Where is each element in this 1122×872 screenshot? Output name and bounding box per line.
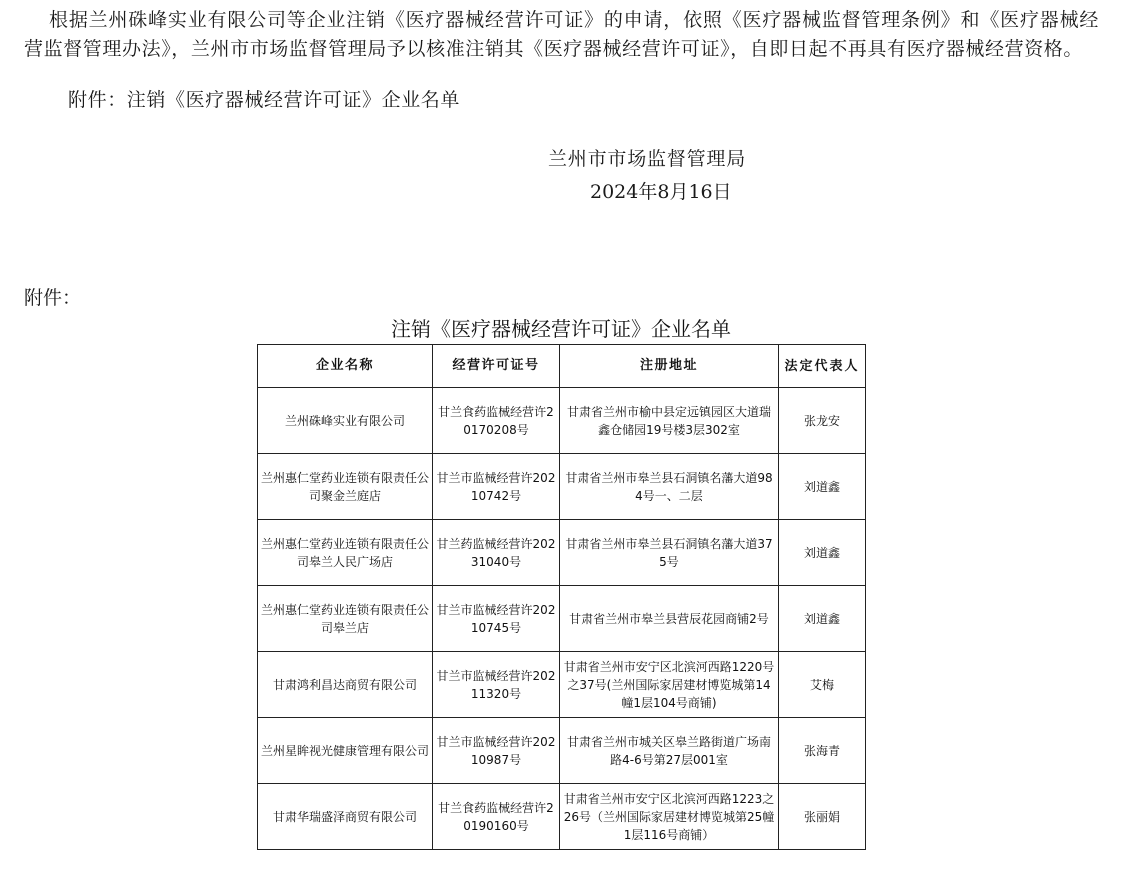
table-row — [258, 520, 866, 586]
cell-registered-address: 甘肃省兰州市安宁区北滨河西路1220号之37号(兰州国际家居建材博览城第14幢1层104号商铺) — [560, 652, 779, 718]
cell-registered-address: 甘肃省兰州市皋兰县营辰花园商铺2号 — [560, 586, 779, 652]
cell-legal-representative: 刘道鑫 — [779, 520, 866, 586]
cell-license-number: 甘兰药监械经营许20231040号 — [433, 520, 560, 586]
cell-registered-address: 甘肃省兰州市安宁区北滨河西路1223之26号（兰州国际家居建材博览城第25幢1层116号商铺） — [560, 784, 779, 850]
cell-enterprise-name: 兰州硃峰实业有限公司 — [258, 388, 433, 454]
header-enterprise-name: 企业名称 — [258, 345, 433, 388]
notice-paragraph: 根据兰州硃峰实业有限公司等企业注销《医疗器械经营许可证》的申请，依照《医疗器械监督管理条例》和《医疗器械经营监督管理办法》，兰州市市场监督管理局予以核准注销其《医疗器械经营许可证》，自即日起不再具有医疗器械经营资格。 — [24, 9, 1099, 60]
cell-registered-address: 甘肃省兰州市皋兰县石洞镇名藩大道375号 — [560, 520, 779, 586]
table-title: 注销《医疗器械经营许可证》企业名单 — [391, 317, 731, 341]
cell-license-number: 甘兰市监械经营许20210745号 — [433, 586, 560, 652]
cell-registered-address: 甘肃省兰州市皋兰县石洞镇名藩大道984号一、二层 — [560, 454, 779, 520]
cell-legal-representative: 刘道鑫 — [779, 454, 866, 520]
cell-enterprise-name: 甘肃华瑞盛泽商贸有限公司 — [258, 784, 433, 850]
cell-legal-representative: 刘道鑫 — [779, 586, 866, 652]
cell-registered-address: 甘肃省兰州市榆中县定远镇园区大道瑞鑫仓储园19号楼3层302室 — [560, 388, 779, 454]
cell-registered-address: 甘肃省兰州市城关区皋兰路街道广场南路4-6号第27层001室 — [560, 718, 779, 784]
cell-enterprise-name: 兰州惠仁堂药业连锁有限责任公司聚金兰庭店 — [258, 454, 433, 520]
cell-enterprise-name: 兰州星眸视光健康管理有限公司 — [258, 718, 433, 784]
table-row — [258, 784, 866, 850]
cell-legal-representative: 张海青 — [779, 718, 866, 784]
attachment-reference: 附件：注销《医疗器械经营许可证》企业名单 — [68, 89, 461, 111]
issuing-authority: 兰州市市场监督管理局 — [548, 148, 747, 170]
table-row — [258, 652, 866, 718]
table-header-row — [258, 345, 866, 388]
cell-enterprise-name: 甘肃鸿利昌达商贸有限公司 — [258, 652, 433, 718]
table-row — [258, 586, 866, 652]
cell-legal-representative: 张龙安 — [779, 388, 866, 454]
cell-license-number: 甘兰市监械经营许20210987号 — [433, 718, 560, 784]
table-row — [258, 454, 866, 520]
cell-enterprise-name: 兰州惠仁堂药业连锁有限责任公司皋兰店 — [258, 586, 433, 652]
cell-license-number: 甘兰市监械经营许20210742号 — [433, 454, 560, 520]
header-license-number: 经营许可证号 — [433, 345, 560, 388]
issue-date: 2024年8月16日 — [590, 181, 732, 203]
table-row — [258, 388, 866, 454]
cell-license-number: 甘兰市监械经营许20211320号 — [433, 652, 560, 718]
header-legal-representative: 法定代表人 — [779, 345, 866, 388]
cell-license-number: 甘兰食药监械经营许20190160号 — [433, 784, 560, 850]
cell-license-number: 甘兰食药监械经营许20170208号 — [433, 388, 560, 454]
cell-enterprise-name: 兰州惠仁堂药业连锁有限责任公司皋兰人民广场店 — [258, 520, 433, 586]
attachment-label: 附件： — [24, 287, 82, 309]
enterprise-list-table — [257, 344, 866, 850]
cell-legal-representative: 张丽娟 — [779, 784, 866, 850]
cell-legal-representative: 艾梅 — [779, 652, 866, 718]
table-row — [258, 718, 866, 784]
header-registered-address: 注册地址 — [560, 345, 779, 388]
